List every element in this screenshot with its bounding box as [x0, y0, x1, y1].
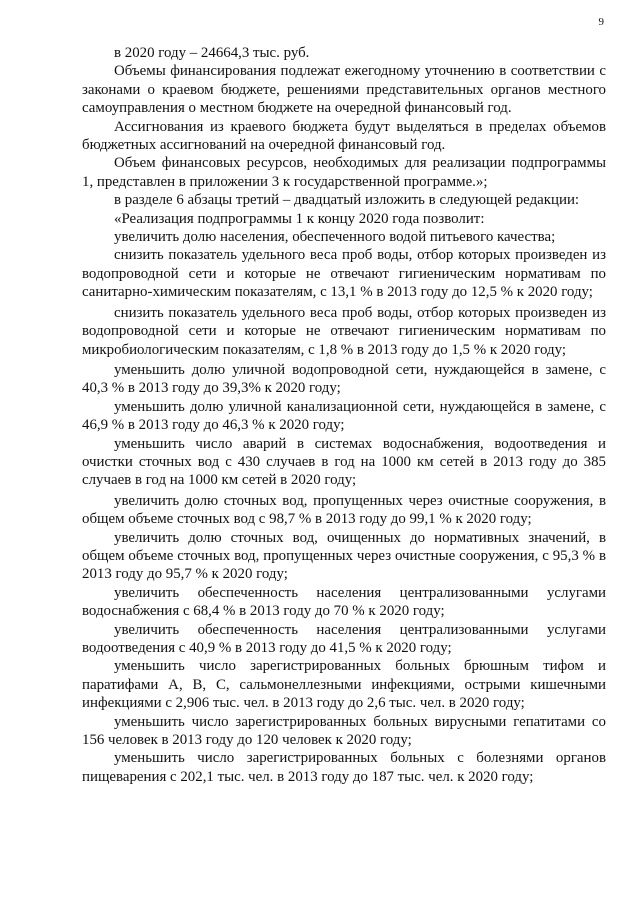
paragraph-funding-adjustment: Объемы финансирования подлежат ежегодному уточнению в соответствии с законами о краевом бюджете, решениями представительных органов местного самоуправления о местном бюджете на очередной финансовый год. [82, 63, 606, 117]
paragraph-drinking-water-share: увеличить долю населения, обеспеченного водой питьевого качества; [114, 229, 556, 246]
paragraph-section-6-amendment: в разделе 6 абзацы третий – двадцатый изложить в следующей редакции: [114, 192, 580, 209]
paragraph-sewer-network-replacement: уменьшить долю уличной канализационной сети, нуждающейся в замене, с 46,9 % в 2013 году до 46,3 % к 2020 году; [82, 398, 606, 434]
paragraph-system-accidents: уменьшить число аварий в системах водоснабжения, водоотведения и очистки сточных вод с 430 случаев в год на 1000 км сетей в 2013 году до 385 случаев в год на 1000 км сетей в 2020 году; [82, 435, 606, 489]
paragraph-normative-wastewater-share: увеличить долю сточных вод, очищенных до нормативных значений, в общем объеме сточных вод, пропущенных через очистные сооружения, с 95,3 % в 2013 году до 95,7 % к 2020 году; [82, 529, 606, 583]
paragraph-water-supply-coverage: увеличить обеспеченность населения централизованными услугами водоснабжения с 68,4 % в 2013 году до 70 % к 2020 году; [82, 584, 606, 620]
paragraph-financial-resources: Объем финансовых ресурсов, необходимых для реализации подпрограммы 1, представлен в приложении 3 к государственной программе.»; [82, 155, 606, 190]
paragraph-treated-wastewater-share: увеличить долю сточных вод, пропущенных через очистные сооружения, в общем объеме сточных вод с 98,7 % в 2013 году до 99,1 % к 2020 году; [82, 492, 606, 528]
page-number: 9 [598, 16, 604, 28]
paragraph-chemical-samples: снизить показатель удельного веса проб воды, отбор которых произведен из водопроводной сети и которые не отвечают гигиеническим нормативам по санитарно-химическим показателям, с 13,1 % в 2013 году до 12,5 % к 2020 году; [82, 247, 606, 301]
paragraph-water-network-replacement: уменьшить долю уличной водопроводной сети, нуждающейся в замене, с 40,3 % в 2013 году до 39,3% к 2020 году; [82, 361, 606, 397]
paragraph-viral-hepatitis: уменьшить число зарегистрированных больных вирусными гепатитами со 156 человек в 2013 году до 120 человек к 2020 году; [82, 713, 606, 749]
paragraph-sewerage-coverage: увеличить обеспеченность населения централизованными услугами водоотведения с 40,9 % в 2013 году до 41,5 % к 2020 году; [82, 621, 606, 656]
paragraph-implementation-intro: «Реализация подпрограммы 1 к концу 2020 года позволит: [114, 210, 485, 227]
paragraph-regional-budget: Ассигнования из краевого бюджета будут выделяться в пределах объемов бюджетных ассигнований на очередной финансовый год. [82, 118, 606, 154]
paragraph-digestive-diseases: уменьшить число зарегистрированных больных с болезнями органов пищеварения с 202,1 тыс. чел. в 2013 году до 187 тыс. чел. к 2020 году; [82, 750, 606, 785]
paragraph-microbiological-samples: снизить показатель удельного веса проб воды, отбор которых произведен из водопроводной сети и которые не отвечают гигиеническим нормативам по микробиологическим показателям, с 1,8 % в 2013 году до 1,5 % к 2020 году; [82, 304, 606, 358]
document-body [82, 44, 606, 786]
paragraph-funding-2020: в 2020 году – 24664,3 тыс. руб. [114, 45, 310, 61]
paragraph-intestinal-infections: уменьшить число зарегистрированных больных брюшным тифом и паратифами А, В, С, сальмонеллезными инфекциями, острыми кишечными инфекциями с 2,906 тыс. чел. в 2013 году до 2,6 тыс. чел. в 2020 году; [82, 658, 606, 712]
